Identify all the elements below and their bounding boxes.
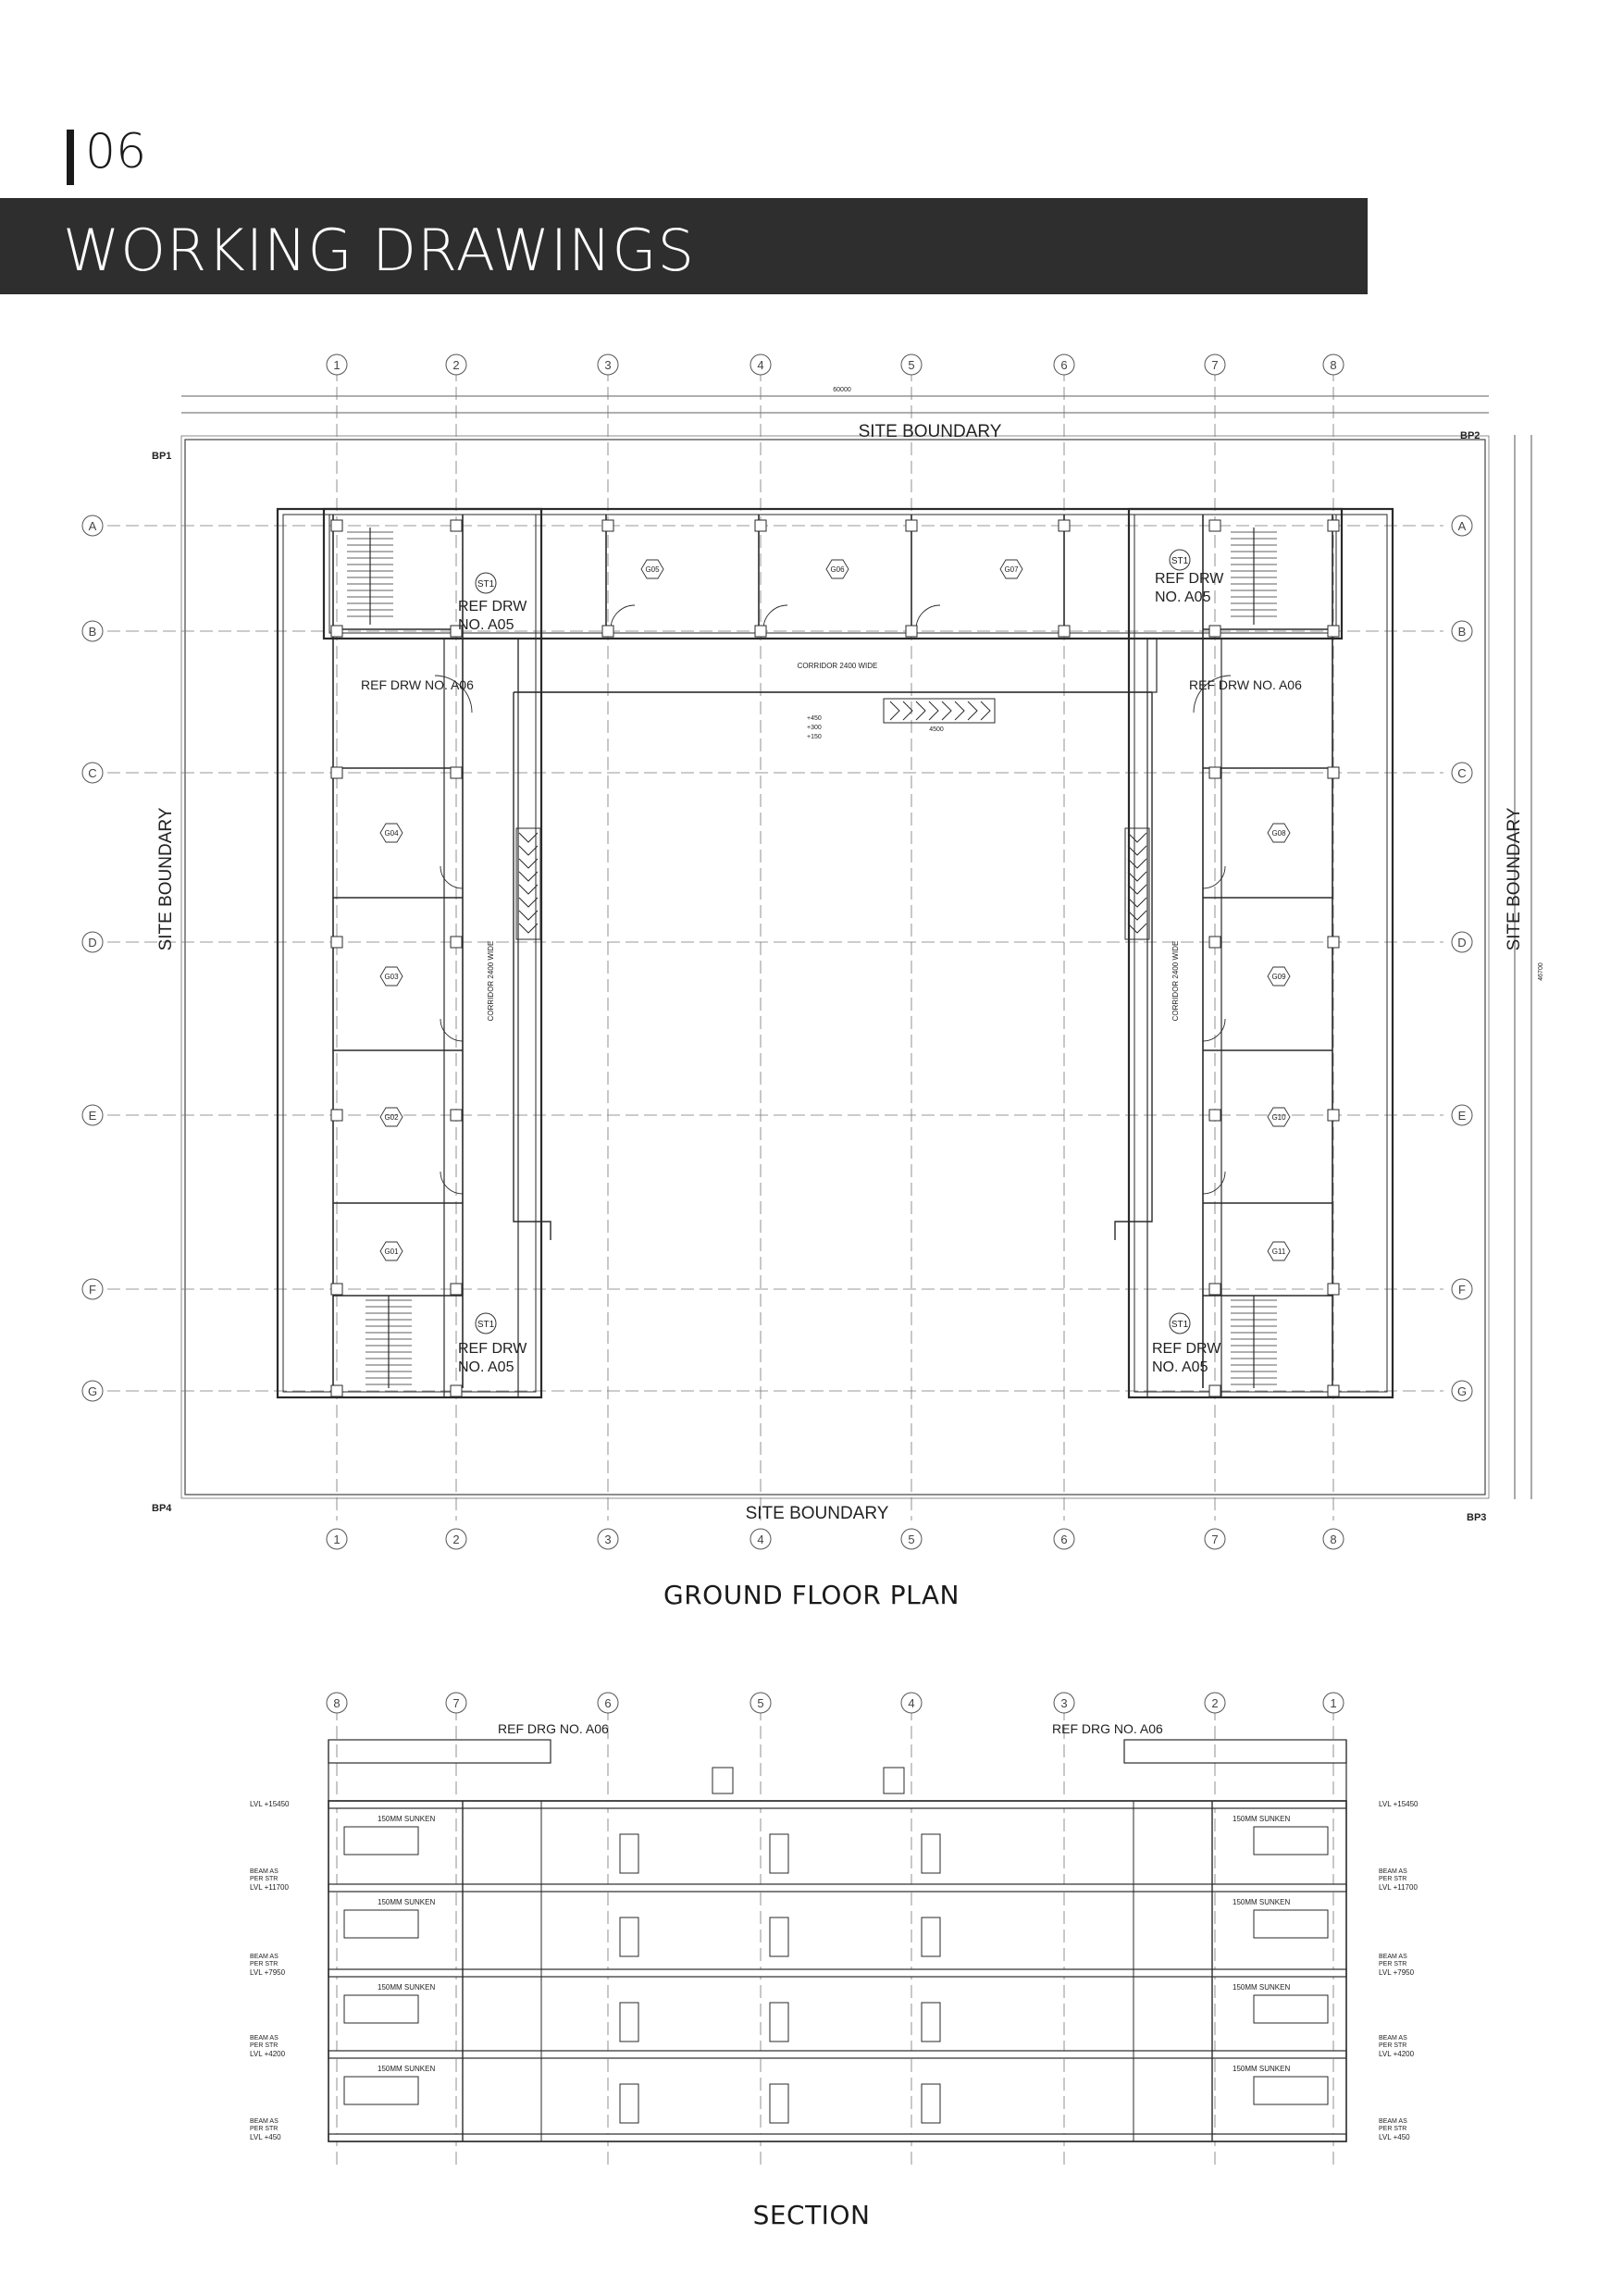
room-tag-label: G03 <box>384 973 399 981</box>
beam-note-right: PER STR <box>1379 1961 1407 1967</box>
building-walls <box>278 509 1393 1397</box>
grid-bubble-label: C <box>88 766 97 780</box>
floor-slab <box>328 2051 1346 2058</box>
door <box>922 1917 940 1956</box>
site-boundary-line <box>185 440 1485 1495</box>
grid-bubble-label: B <box>1457 625 1467 639</box>
beam-note-right: PER STR <box>1379 1876 1407 1882</box>
beam-note-right: BEAM AS <box>1379 1868 1407 1875</box>
plan-grid-bubbles <box>82 354 1472 1549</box>
section-caption: SECTION <box>752 2200 871 2230</box>
grid-bubble-label: 6 <box>1060 1533 1068 1546</box>
left-wing-rooms <box>333 515 463 1388</box>
room-tag-label: G05 <box>645 565 660 574</box>
grid-bubble-label: 3 <box>604 1533 612 1546</box>
site-boundary-left: SITE BOUNDARY <box>156 807 176 951</box>
level-label-right: LVL +11700 <box>1379 1883 1418 1892</box>
column <box>1059 626 1070 637</box>
bp3-label: BP3 <box>1467 1512 1487 1523</box>
grid-bubble-label: G <box>87 1384 98 1398</box>
column <box>331 1385 342 1396</box>
door <box>770 1917 788 1956</box>
room-tag-label: G02 <box>384 1113 399 1122</box>
column <box>906 520 917 531</box>
column <box>451 1284 462 1295</box>
column <box>331 1284 342 1295</box>
grid-bubble-label: D <box>88 936 97 949</box>
section-annotations <box>250 1721 1419 2141</box>
level-label-right: LVL +450 <box>1379 2133 1410 2141</box>
level-mark-1: +450 <box>807 715 822 722</box>
section-number: 06 <box>85 124 147 180</box>
column <box>1209 767 1220 778</box>
section-floors <box>328 1801 1346 2141</box>
column <box>1059 520 1070 531</box>
room-tag-label: G04 <box>384 829 399 838</box>
ref-a05-tr-2: NO. A05 <box>1155 590 1211 605</box>
ref-a05-bl-1: REF DRW <box>458 1341 527 1357</box>
column <box>1328 767 1339 778</box>
level-label-right: LVL +15450 <box>1379 1800 1419 1808</box>
sunken-note-left: 150MM SUNKEN <box>378 1898 436 1906</box>
level-label-left: LVL +4200 <box>250 2050 286 2058</box>
floor-slab <box>328 1884 1346 1892</box>
room-tag-label: G08 <box>1271 829 1286 838</box>
grid-bubble-label: 4 <box>757 358 764 372</box>
beam-note-left: BEAM AS <box>250 1954 279 1960</box>
beam-note-left: BEAM AS <box>250 1868 279 1875</box>
site-boundary-bottom: SITE BOUNDARY <box>745 1504 889 1523</box>
roof-bump-2 <box>884 1768 904 1793</box>
horizontal-grid-lines <box>107 526 1443 1391</box>
grid-bubble-label: 5 <box>908 1533 915 1546</box>
structural-columns <box>331 520 1339 1396</box>
door <box>620 2003 638 2042</box>
column <box>1209 626 1220 637</box>
column <box>1328 1284 1339 1295</box>
grid-bubble-label: 3 <box>604 358 612 372</box>
ramp-top <box>884 699 995 723</box>
top-wing-rooms <box>606 515 1064 633</box>
grid-bubble-label: 6 <box>1060 358 1068 372</box>
column <box>1328 626 1339 637</box>
room-tag-label: G06 <box>830 565 845 574</box>
level-label-left: LVL +450 <box>250 2133 281 2141</box>
column <box>331 626 342 637</box>
column <box>331 937 342 948</box>
section-grid-bubble-label: 8 <box>333 1696 341 1710</box>
beam-note-left: PER STR <box>250 1961 279 1967</box>
grid-bubble-label: 4 <box>757 1533 764 1546</box>
grid-bubble-label: F <box>1458 1283 1466 1297</box>
ref-a05-br-1: REF DRW <box>1152 1341 1221 1357</box>
courtyard-edge-right <box>1115 692 1152 1240</box>
left-wing-outline <box>278 509 541 1397</box>
beam-note-right: PER STR <box>1379 2042 1407 2049</box>
column <box>451 767 462 778</box>
column <box>1209 937 1220 948</box>
beam-note-left: BEAM AS <box>250 2035 279 2042</box>
sunken-note-right: 150MM SUNKEN <box>1233 1898 1291 1906</box>
level-mark-2: +300 <box>807 725 822 731</box>
beam-note-left: PER STR <box>250 1876 279 1882</box>
ramp-left <box>516 828 540 939</box>
right-stair-tower <box>1124 1740 1346 1763</box>
beam-note-left: PER STR <box>250 2126 279 2132</box>
grid-bubble-label: E <box>88 1109 97 1123</box>
ref-a05-bl-2: NO. A05 <box>458 1359 514 1375</box>
sunken-note-left: 150MM SUNKEN <box>378 2065 436 2073</box>
column <box>451 1385 462 1396</box>
sunken-note-left: 150MM SUNKEN <box>378 1815 436 1823</box>
grid-bubble-label: 5 <box>908 358 915 372</box>
grid-bubble-label: F <box>89 1283 96 1297</box>
room-tag-label: G09 <box>1271 973 1286 981</box>
door <box>922 2003 940 2042</box>
column <box>1209 1385 1220 1396</box>
door <box>620 1917 638 1956</box>
door <box>922 1834 940 1873</box>
level-label-left: LVL +7950 <box>250 1968 286 1977</box>
toilet-fixtures-left <box>344 1827 418 1855</box>
sunken-note-left: 150MM SUNKEN <box>378 1983 436 1992</box>
grid-bubble-label: A <box>1457 519 1467 533</box>
grid-bubble-label: 2 <box>452 358 460 372</box>
ref-drg-right: REF DRG NO. A06 <box>1052 1721 1163 1736</box>
level-label-left: LVL +11700 <box>250 1883 289 1892</box>
floor-slab <box>328 1969 1346 1977</box>
door <box>770 2003 788 2042</box>
door <box>770 2084 788 2123</box>
courtyard-edge-left <box>514 692 551 1240</box>
stair-tag-label: ST1 <box>1171 556 1189 566</box>
grid-bubble-label: B <box>88 625 97 639</box>
level-label-left: LVL +15450 <box>250 1800 290 1808</box>
column <box>906 626 917 637</box>
overall-width-dim: 60000 <box>833 387 851 393</box>
site-boundary-top: SITE BOUNDARY <box>858 422 1002 441</box>
plan-annotations <box>152 387 1544 1523</box>
stair-tag-label: ST1 <box>477 579 495 590</box>
right-wing-outline <box>1129 509 1393 1397</box>
grid-bubble-label: 7 <box>1211 1533 1219 1546</box>
section-grid-bubble-label: 3 <box>1060 1696 1068 1710</box>
door <box>620 1834 638 1873</box>
sunken-note-right: 150MM SUNKEN <box>1233 1983 1291 1992</box>
toilet-fixtures-left <box>344 1995 418 2023</box>
left-wing-inner <box>283 515 536 1392</box>
page-title: WORKING DRAWINGS <box>63 217 695 284</box>
grid-bubble-label: 2 <box>452 1533 460 1546</box>
sunken-note-right: 150MM SUNKEN <box>1233 1815 1291 1823</box>
bp4-label: BP4 <box>152 1503 172 1514</box>
column <box>602 520 613 531</box>
ramp-dim-top: 4500 <box>929 726 944 733</box>
door <box>770 1834 788 1873</box>
ramps <box>516 699 1149 939</box>
site-boundary-right: SITE BOUNDARY <box>1505 807 1524 951</box>
ref-drg-left: REF DRG NO. A06 <box>498 1721 609 1736</box>
floor-slab <box>328 2134 1346 2141</box>
toilet-fixtures-right <box>1254 1995 1328 2023</box>
ground-floor-plan <box>107 368 1531 1520</box>
column <box>602 626 613 637</box>
column <box>1328 1385 1339 1396</box>
section-grid-bubble-label: 5 <box>757 1696 764 1710</box>
level-label-right: LVL +7950 <box>1379 1968 1415 1977</box>
column <box>331 520 342 531</box>
grid-bubble-label: 8 <box>1330 358 1337 372</box>
plan-caption: GROUND FLOOR PLAN <box>663 1580 960 1610</box>
toilet-fixtures-right <box>1254 2077 1328 2104</box>
section-grid-bubbles <box>327 1693 1344 1713</box>
corridor-right-label: CORRIDOR 2400 WIDE <box>1171 940 1180 1022</box>
column <box>331 767 342 778</box>
grid-bubble-label: A <box>88 519 97 533</box>
toilet-fixtures-left <box>344 1910 418 1938</box>
grid-bubble-label: 7 <box>1211 358 1219 372</box>
beam-note-right: BEAM AS <box>1379 2118 1407 2125</box>
floor-slab <box>328 1801 1346 1808</box>
bp1-label: BP1 <box>152 451 172 462</box>
beam-note-right: BEAM AS <box>1379 2035 1407 2042</box>
beam-note-left: BEAM AS <box>250 2118 279 2125</box>
column <box>451 520 462 531</box>
section-grid-bubble-label: 4 <box>908 1696 915 1710</box>
section-grid-lines <box>337 1707 1333 2170</box>
door-swings <box>435 605 1231 1194</box>
corridor-left-label: CORRIDOR 2400 WIDE <box>487 940 495 1022</box>
ref-a05-tl-1: REF DRW <box>458 599 527 614</box>
section-grid-bubble-label: 1 <box>1330 1696 1337 1710</box>
room-tag-label: G11 <box>1271 1247 1286 1256</box>
column <box>1209 520 1220 531</box>
grid-bubble-label: C <box>1457 766 1467 780</box>
column <box>755 626 766 637</box>
beam-note-left: PER STR <box>250 2042 279 2049</box>
door <box>620 2084 638 2123</box>
beam-note-right: PER STR <box>1379 2126 1407 2132</box>
toilet-fixtures-right <box>1254 1910 1328 1938</box>
toilet-fixtures-right <box>1254 1827 1328 1855</box>
ref-a05-tl-2: NO. A05 <box>458 617 514 633</box>
ref-a05-br-2: NO. A05 <box>1152 1359 1208 1375</box>
level-mark-3: +150 <box>807 734 822 740</box>
column <box>1328 937 1339 948</box>
grid-bubble-label: 8 <box>1330 1533 1337 1546</box>
ref-a06-left: REF DRW NO. A06 <box>361 677 474 692</box>
grid-bubble-label: 1 <box>333 1533 341 1546</box>
column <box>755 520 766 531</box>
ref-a06-right: REF DRW NO. A06 <box>1189 677 1302 692</box>
section-grid-bubble-label: 7 <box>452 1696 460 1710</box>
room-tag-label: G10 <box>1271 1113 1286 1122</box>
room-tag-label: G01 <box>384 1247 399 1256</box>
sunken-note-right: 150MM SUNKEN <box>1233 2065 1291 2073</box>
toilet-fixtures-left <box>344 2077 418 2104</box>
grid-bubble-label: G <box>1456 1384 1468 1398</box>
column <box>451 1110 462 1121</box>
column <box>1328 1110 1339 1121</box>
grid-bubble-label: D <box>1457 936 1467 949</box>
bp2-label: BP2 <box>1460 430 1481 441</box>
section-grid-bubble-label: 6 <box>604 1696 612 1710</box>
door <box>922 2084 940 2123</box>
column <box>331 1110 342 1121</box>
level-label-right: LVL +4200 <box>1379 2050 1415 2058</box>
grid-bubble-label: 1 <box>333 358 341 372</box>
section-grid-bubble-label: 2 <box>1211 1696 1219 1710</box>
room-tag-label: G07 <box>1004 565 1019 574</box>
grid-bubble-label: E <box>1457 1109 1467 1123</box>
roof-bump-1 <box>712 1768 733 1793</box>
stair-tag-label: ST1 <box>1171 1320 1189 1330</box>
stair-tag-label: ST1 <box>477 1320 495 1330</box>
corridor-top-label: CORRIDOR 2400 WIDE <box>797 662 878 670</box>
column <box>1328 520 1339 531</box>
column <box>1209 1110 1220 1121</box>
ref-a05-tr-1: REF DRW <box>1155 571 1224 587</box>
section-drawing <box>328 1707 1346 2170</box>
left-stair-tower <box>328 1740 551 1763</box>
right-wing-rooms <box>1203 515 1332 1388</box>
overall-depth-dim: 46700 <box>1538 962 1544 981</box>
beam-note-right: BEAM AS <box>1379 1954 1407 1960</box>
column <box>1209 1284 1220 1295</box>
column <box>451 937 462 948</box>
